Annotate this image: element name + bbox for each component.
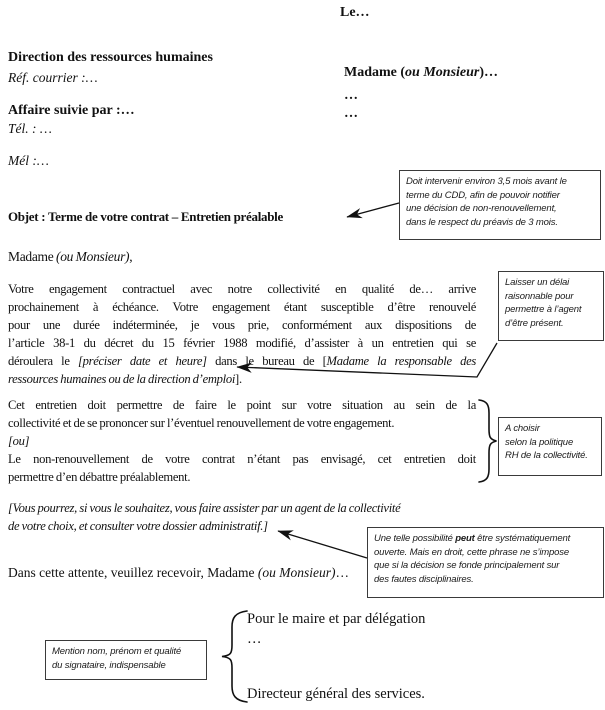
- salutation-prefix: Madame: [8, 249, 57, 264]
- subject-line: Objet : Terme de votre contrat – Entretien préalable: [8, 209, 283, 224]
- salutation: [8, 248, 132, 266]
- recipient-name-suffix: )…: [479, 65, 499, 80]
- closing-italic: (ou Monsieur): [257, 565, 336, 580]
- annotation-box-timing: Doit intervenir environ 3,5 mois avant le terme du CDD, afin de pouvoir notifier une décision de non-renouvellement, dans le respect du préavis de 3 mois.: [399, 170, 601, 240]
- recipient-name: [344, 64, 498, 81]
- sender-ref: Réf. courrier :…: [8, 70, 98, 85]
- sender-department: Direction des ressources humaines: [8, 50, 213, 65]
- closing-line: [8, 565, 349, 581]
- recipient-name-italic: ou Monsieur: [405, 65, 480, 80]
- closing-suffix: …: [335, 565, 349, 580]
- annotation-box-delay: Laisser un délai raisonnable pour permettre à l’agent d’être présent.: [498, 271, 604, 341]
- sender-followed-by: Affaire suivie par :…: [8, 103, 135, 118]
- sender-mail: Mél :…: [8, 153, 49, 168]
- brace-left-icon: [222, 611, 247, 702]
- recipient-line3: …: [344, 106, 358, 121]
- salutation-suffix: ,: [129, 249, 133, 264]
- salutation-italic: (ou Monsieur): [56, 249, 130, 264]
- annotation-box-signatory: Mention nom, prénom et qualité du signataire, indispensable: [45, 640, 207, 680]
- paragraph-interview-purpose: Cet entretien doit permettre de faire le point sur votre situation au sein de la collectivité et de se prononcer sur l’éventuel renouvellement de votre engagement. [ou] Le non-renouvellement de votre contrat n’étant pas envisagé, cet entretien doit permettre d’en débattre préalablement.: [8, 398, 476, 484]
- brace-right-icon: [479, 400, 497, 482]
- arrow-to-assistance-clause-icon: [278, 531, 367, 558]
- closing-prefix: Dans cette attente, veuillez recevoir, Madame: [8, 565, 258, 580]
- annotation-box-possibility: Une telle possibilité peut être systématiquement ouverte. Mais en droit, cette phrase ne s’impose que si la décision se fonde principalement sur des fautes disciplinaires.: [367, 527, 604, 598]
- paragraph-contract-term: Votre engagement contractuel avec notre collectivité en qualité de… arrive prochainement à échéance. Votre engagement étant susceptible d’être renouvelé pour une durée indéterminée, je vous prie, conformément aux dispositions de l’article 38-1 du décret du 15 février 1988 modifié, d’assister à un entretien qui se déroulera le [préciser date et heure] dans le bureau de [Madame la responsable des ressources humaines ou de la direction d’emploi].: [8, 282, 476, 386]
- recipient-name-prefix: Madame (: [344, 65, 406, 80]
- arrow-to-subject-icon: [347, 203, 399, 217]
- paragraph-assistance-option: [Vous pourrez, si vous le souhaitez, vous faire assister par un agent de la collectivité de votre choix, et consulter votre dossier administratif.]: [8, 501, 401, 533]
- recipient-line2: …: [344, 88, 358, 103]
- signature-title: Directeur général des services.: [247, 686, 425, 702]
- date-line: Le…: [340, 5, 370, 20]
- annotation-box-hr-policy: A choisir selon la politique RH de la collectivité.: [498, 417, 602, 476]
- signature-name-placeholder: …: [247, 631, 262, 647]
- sender-tel: Tél. : …: [8, 121, 52, 136]
- signature-delegation: Pour le maire et par délégation: [247, 611, 426, 627]
